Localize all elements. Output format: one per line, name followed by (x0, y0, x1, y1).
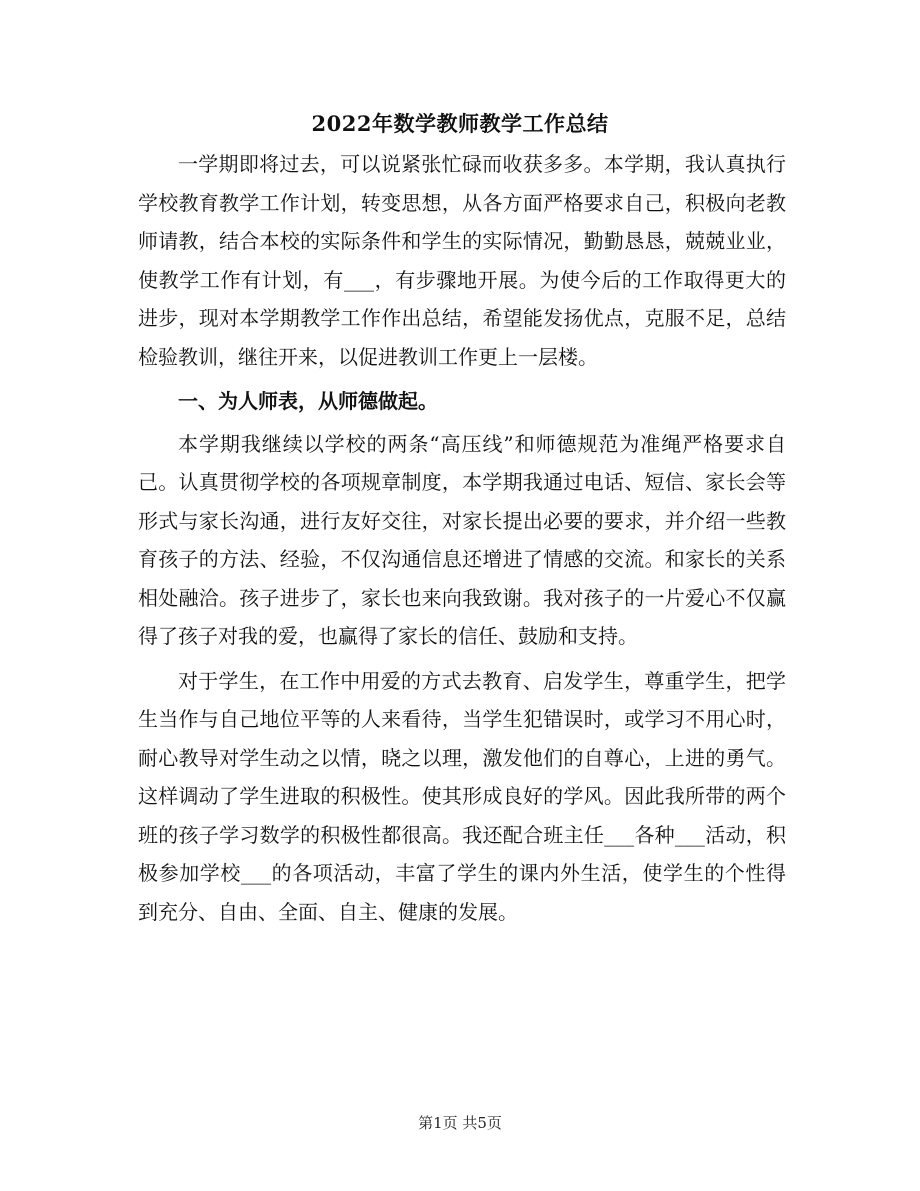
page-number-footer: 第1页 共5页 (418, 1114, 502, 1132)
document-title: 2022年数学教师教学工作总结 (311, 111, 609, 136)
document-body (138, 145, 786, 931)
paragraph-intro: 一学期即将过去，可以说紧张忙碌而收获多多。本学期，我认真执行学校教育教学工作计划，转变思想，从各方面严格要求自己，积极向老教师请教，结合本校的实际条件和学生的实际情况，勤勤恳恳，兢兢业业，使教学工作有计划，有___，有步骤地开展。为使今后的工作取得更大的进步，现对本学期教学工作作出总结，希望能发扬优点，克服不足，总结检验教训，继往开来，以促进教训工作更上一层楼。 (138, 152, 786, 369)
section-heading-1: 一、为人师表，从师德做起。 (178, 389, 438, 413)
paragraph-students: 对于学生，在工作中用爱的方式去教育、启发学生，尊重学生，把学生当作与自己地位平等的人来看待，当学生犯错误时，或学习不用心时，耐心教导对学生动之以情，晓之以理，激发他们的自尊心，上进的勇气。这样调动了学生进取的积极性。使其形成良好的学风。因此我所带的两个班的孩子学习数学的积极性都很高。我还配合班主任___各种___活动，积极参加学校___的各项活动，丰富了学生的课内外生活，使学生的个性得到充分、自由、全面、自主、健康的发展。 (138, 668, 786, 924)
paragraph-parents: 本学期我继续以学校的两条“高压线”和师德规范为准绳严格要求自己。认真贯彻学校的各项规章制度，本学期我通过电话、短信、家长会等形式与家长沟通，进行友好交往，对家长提出必要的要求，并介绍一些教育孩子的方法、经验，不仅沟通信息还增进了情感的交流。和家长的关系相处融洽。孩子进步了，家长也来向我致谢。我对孩子的一片爱心不仅赢得了孩子对我的爱，也赢得了家长的信任、鼓励和支持。 (138, 431, 786, 648)
